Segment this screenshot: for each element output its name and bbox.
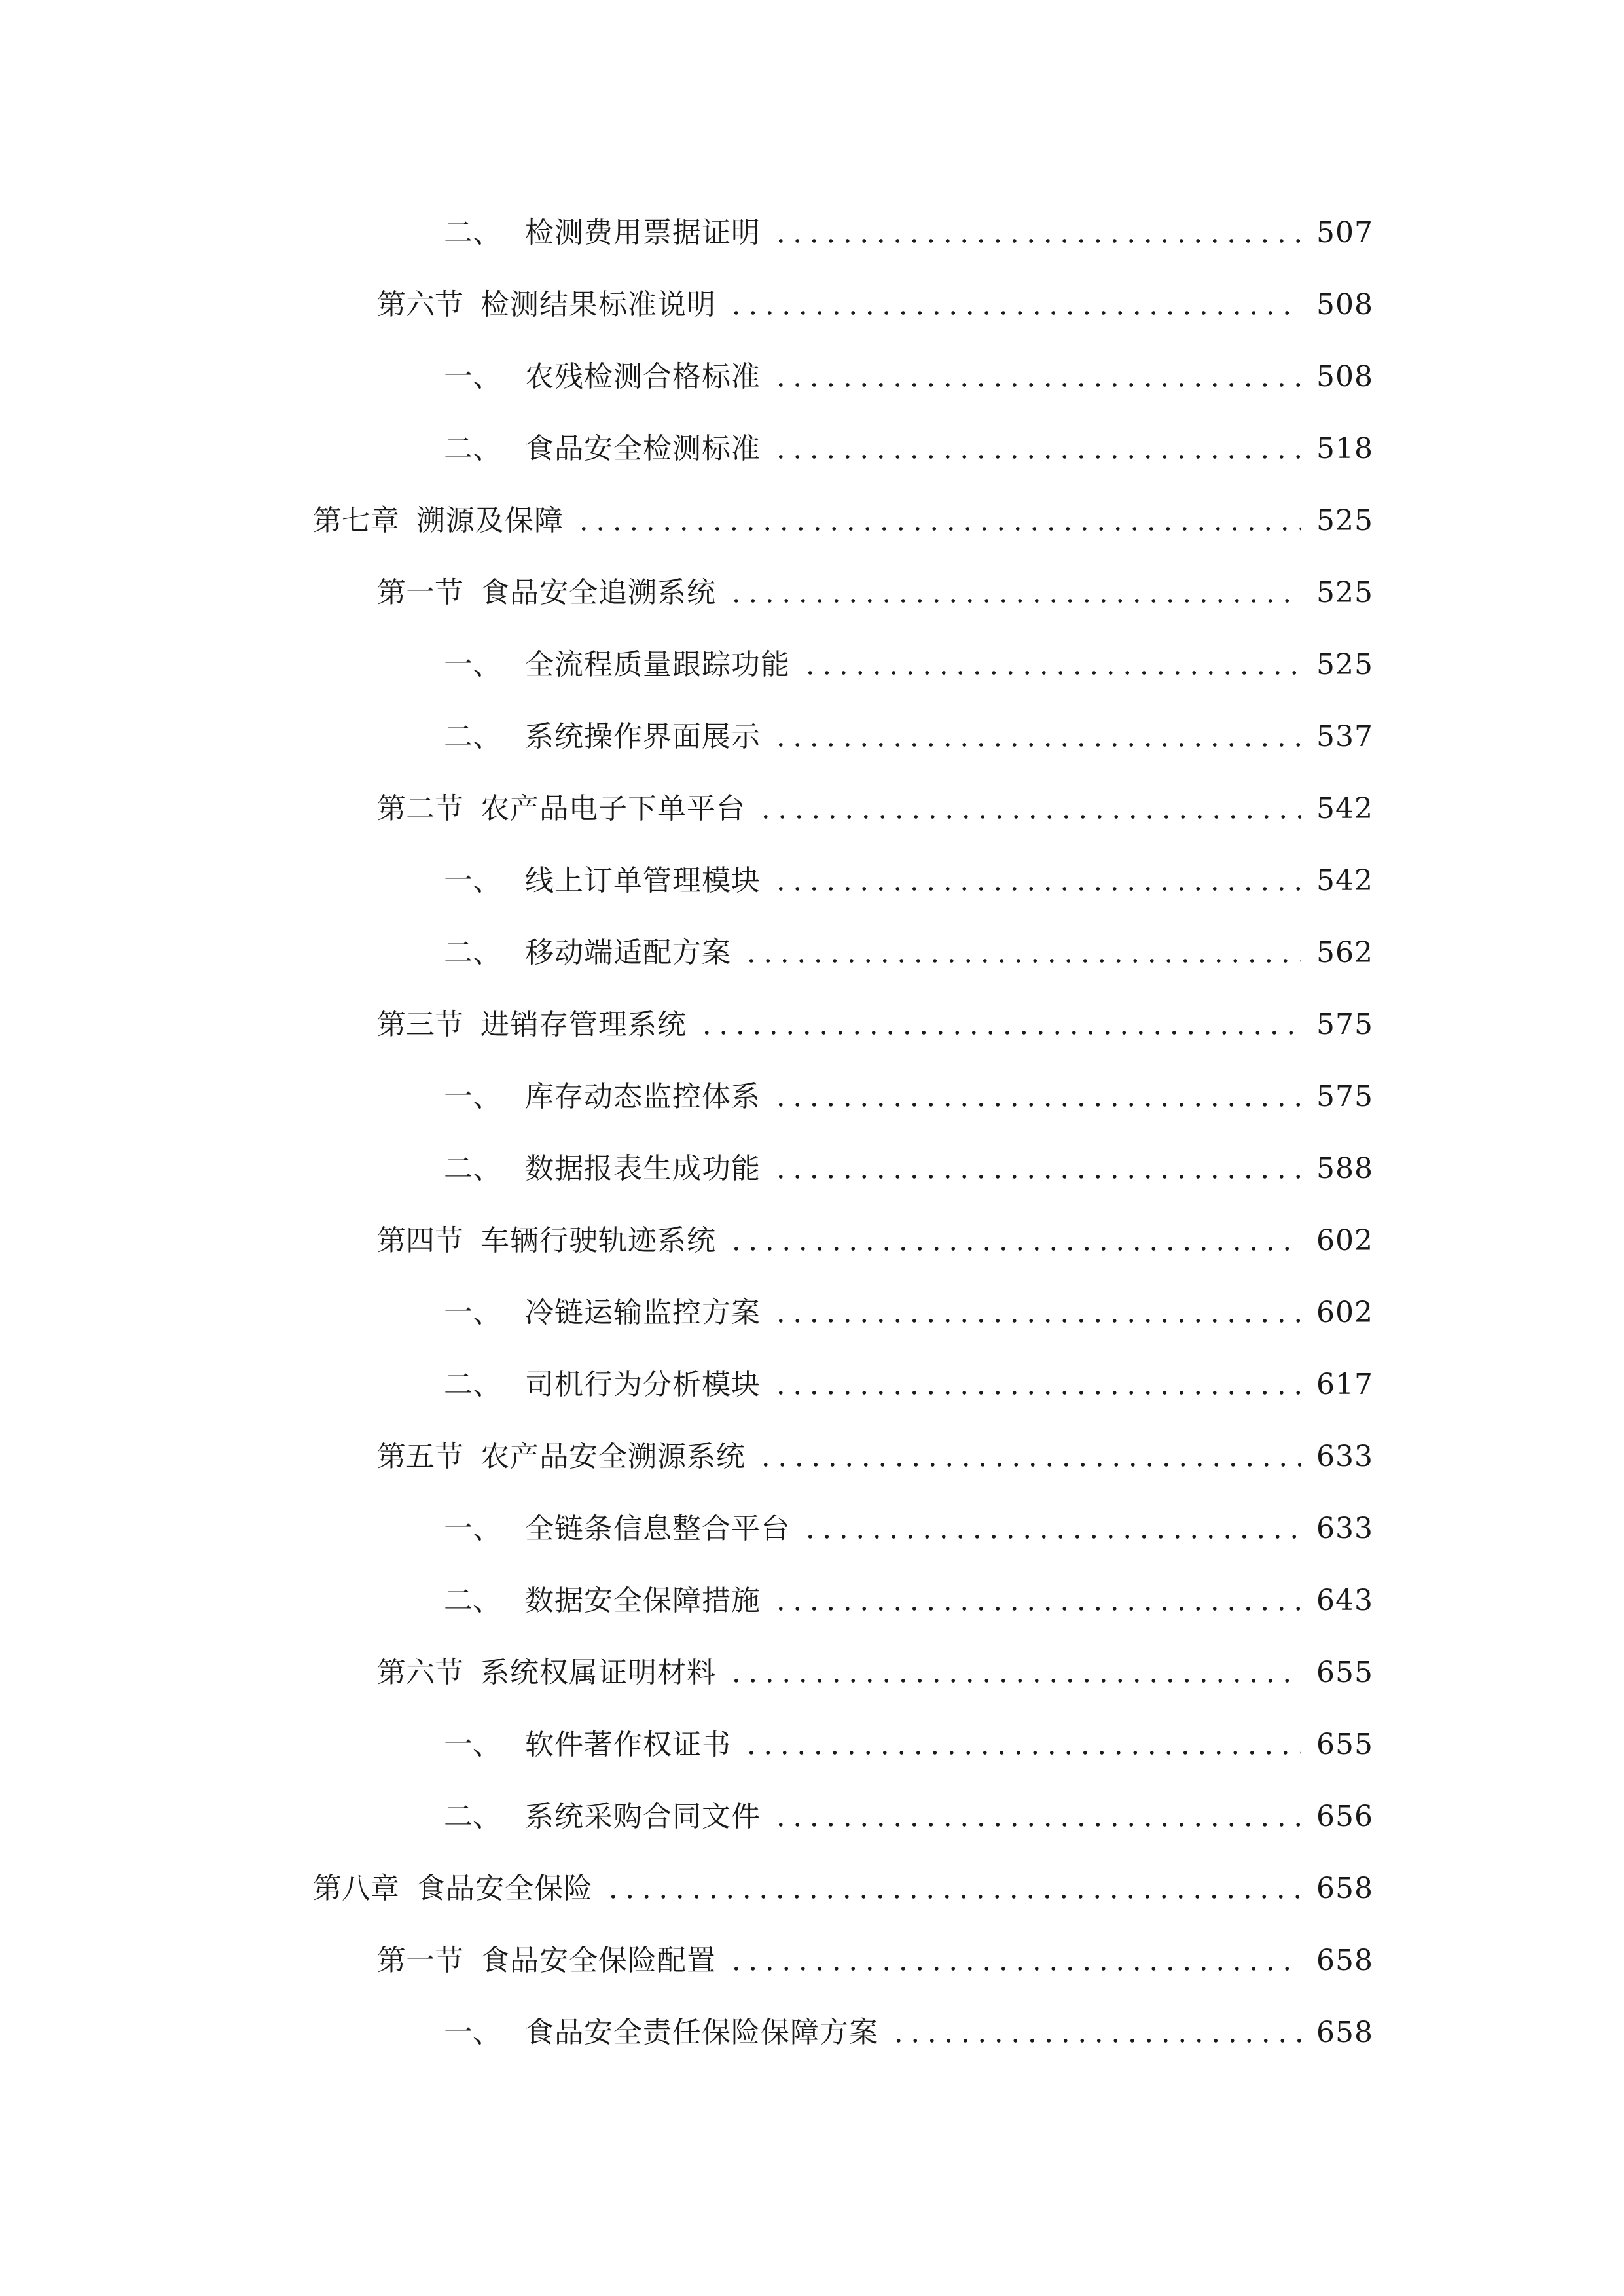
toc-entry-title: 农产品电子下单平台 — [480, 792, 746, 825]
toc-entry-title: 车辆行驶轨迹系统 — [480, 1224, 716, 1257]
toc-entry-number: 二、 — [444, 720, 501, 753]
toc-entry-title: 数据安全保障措施 — [525, 1584, 761, 1617]
toc-entry-number: 一、 — [444, 1728, 501, 1761]
toc-entry-title: 冷链运输监控方案 — [525, 1296, 761, 1329]
dot-leader — [772, 742, 1301, 747]
toc-entry[interactable] — [377, 272, 1373, 325]
toc-entry[interactable] — [444, 416, 1373, 469]
toc-page-number: 658 — [1316, 2016, 1373, 2049]
toc-entry[interactable] — [444, 2000, 1373, 2053]
toc-entry-number: 第六节 — [377, 288, 463, 321]
toc-entry-title: 检测费用票据证明 — [525, 216, 761, 249]
toc-entry-number: 一、 — [444, 648, 501, 681]
toc-entry-title: 系统操作界面展示 — [525, 720, 761, 753]
toc-page-number: 507 — [1316, 216, 1373, 249]
toc-entry[interactable] — [444, 1064, 1373, 1117]
toc-entry[interactable] — [444, 1568, 1373, 1621]
toc-page-number: 562 — [1316, 936, 1373, 969]
toc-page-number: 542 — [1316, 792, 1373, 825]
toc-page-number: 575 — [1316, 1080, 1373, 1113]
toc-entry-title: 农残检测合格标准 — [525, 360, 761, 393]
toc-entry[interactable] — [444, 1352, 1373, 1405]
toc-page-number: 633 — [1316, 1440, 1373, 1473]
toc-entry[interactable] — [444, 1496, 1373, 1549]
toc-entry-title: 食品安全责任保险保障方案 — [525, 2016, 878, 2049]
toc-entry[interactable] — [377, 560, 1373, 613]
toc-entry-number: 一、 — [444, 1512, 501, 1545]
toc-entry-title: 检测结果标准说明 — [480, 288, 716, 321]
toc-entry[interactable] — [444, 632, 1373, 685]
toc-entry-number: 第六节 — [377, 1656, 463, 1689]
toc-entry[interactable] — [377, 1208, 1373, 1261]
toc-entry-title: 系统权属证明材料 — [480, 1656, 716, 1689]
dot-leader — [772, 886, 1301, 891]
toc-page-number: 656 — [1316, 1800, 1373, 1833]
toc-page-number: 617 — [1316, 1368, 1373, 1401]
dot-leader — [757, 1462, 1301, 1467]
toc-page-number: 537 — [1316, 720, 1373, 753]
toc-entry-title: 食品安全保险 — [416, 1872, 593, 1905]
dot-leader — [575, 526, 1301, 531]
toc-entry-number: 第七章 — [313, 504, 399, 537]
toc-entry-number: 一、 — [444, 360, 501, 393]
toc-entry[interactable] — [444, 1136, 1373, 1189]
dot-leader — [743, 958, 1301, 963]
dot-leader — [757, 814, 1301, 819]
toc-page-number: 658 — [1316, 1944, 1373, 1977]
toc-entry-number: 第四节 — [377, 1224, 463, 1257]
toc-entry-number: 第八章 — [313, 1872, 399, 1905]
toc-entry-number: 二、 — [444, 936, 501, 969]
toc-entry-title: 进销存管理系统 — [480, 1008, 687, 1041]
dot-leader — [698, 1030, 1301, 1035]
dot-leader — [728, 598, 1301, 603]
dot-leader — [772, 1174, 1301, 1179]
toc-entry-number: 二、 — [444, 432, 501, 465]
toc-entry[interactable] — [444, 1280, 1373, 1333]
toc-entry[interactable] — [444, 848, 1373, 901]
toc-entry-title: 全链条信息整合平台 — [525, 1512, 790, 1545]
toc-entry[interactable] — [444, 1712, 1373, 1765]
toc-entry-title: 线上订单管理模块 — [525, 864, 761, 897]
toc-page-number: 525 — [1316, 576, 1373, 609]
toc-entry-title: 全流程质量跟踪功能 — [525, 648, 790, 681]
toc-entry-title: 食品安全追溯系统 — [480, 576, 716, 609]
toc-entry-number: 二、 — [444, 216, 501, 249]
toc-entry-title: 溯源及保障 — [416, 504, 564, 537]
toc-entry-number: 二、 — [444, 1584, 501, 1617]
dot-leader — [728, 1966, 1301, 1971]
dot-leader — [802, 1534, 1301, 1539]
dot-leader — [772, 382, 1301, 387]
toc-entry-title: 食品安全保险配置 — [480, 1944, 716, 1977]
toc-entry-title: 库存动态监控体系 — [525, 1080, 761, 1113]
dot-leader — [772, 238, 1301, 243]
toc-entry-number: 第一节 — [377, 576, 463, 609]
toc-page-number: 588 — [1316, 1152, 1373, 1185]
dot-leader — [772, 1606, 1301, 1611]
toc-entry-title: 系统采购合同文件 — [525, 1800, 761, 1833]
toc-entry-number: 一、 — [444, 2016, 501, 2049]
toc-entry-number: 二、 — [444, 1152, 501, 1185]
dot-leader — [890, 2038, 1301, 2043]
toc-page-number: 658 — [1316, 1872, 1373, 1905]
dot-leader — [802, 670, 1301, 675]
toc-entry-number: 二、 — [444, 1800, 501, 1833]
toc-entry[interactable] — [313, 488, 1373, 541]
toc-entry-number: 第三节 — [377, 1008, 463, 1041]
toc-page-number: 518 — [1316, 432, 1373, 465]
dot-leader — [772, 1822, 1301, 1827]
dot-leader — [728, 1678, 1301, 1683]
toc-entry[interactable] — [377, 1928, 1373, 1981]
toc-entry[interactable] — [444, 1784, 1373, 1837]
toc-entry[interactable] — [444, 200, 1373, 253]
dot-leader — [605, 1894, 1301, 1899]
toc-entry[interactable] — [377, 992, 1373, 1045]
toc-entry-number: 第二节 — [377, 792, 463, 825]
dot-leader — [772, 454, 1301, 459]
dot-leader — [772, 1318, 1301, 1323]
toc-entry-title: 移动端适配方案 — [525, 936, 731, 969]
toc-page-number: 525 — [1316, 504, 1373, 537]
toc-entry[interactable] — [377, 1640, 1373, 1693]
toc-page-number: 508 — [1316, 360, 1373, 393]
toc-entry[interactable] — [377, 1424, 1373, 1477]
dot-leader — [728, 1246, 1301, 1251]
toc-entry[interactable] — [313, 1856, 1373, 1909]
toc-entry-title: 农产品安全溯源系统 — [480, 1440, 746, 1473]
dot-leader — [728, 310, 1301, 315]
toc-page-number: 508 — [1316, 288, 1373, 321]
toc-entry-number: 二、 — [444, 1368, 501, 1401]
toc-page-number: 633 — [1316, 1512, 1373, 1545]
dot-leader — [772, 1102, 1301, 1107]
toc-page-number: 542 — [1316, 864, 1373, 897]
toc-entry-number: 第一节 — [377, 1944, 463, 1977]
toc-entry-number: 一、 — [444, 864, 501, 897]
toc-entry-title: 食品安全检测标准 — [525, 432, 761, 465]
toc-page-number: 655 — [1316, 1728, 1373, 1761]
toc-entry[interactable] — [444, 704, 1373, 757]
toc-page-number: 643 — [1316, 1584, 1373, 1617]
toc-page-number: 575 — [1316, 1008, 1373, 1041]
toc-page-number: 602 — [1316, 1296, 1373, 1329]
toc-entry[interactable] — [444, 344, 1373, 397]
toc-entry-number: 第五节 — [377, 1440, 463, 1473]
toc-entry-number: 一、 — [444, 1080, 501, 1113]
dot-leader — [772, 1390, 1301, 1395]
toc-page-number: 602 — [1316, 1224, 1373, 1257]
toc-page-number: 525 — [1316, 648, 1373, 681]
toc-entry-title: 数据报表生成功能 — [525, 1152, 761, 1185]
toc-entry[interactable] — [444, 920, 1373, 973]
toc-entry-title: 司机行为分析模块 — [525, 1368, 761, 1401]
toc-entry-number: 一、 — [444, 1296, 501, 1329]
toc-entry[interactable] — [377, 776, 1373, 829]
toc-entry-title: 软件著作权证书 — [525, 1728, 731, 1761]
dot-leader — [743, 1750, 1301, 1755]
toc-page-number: 655 — [1316, 1656, 1373, 1689]
